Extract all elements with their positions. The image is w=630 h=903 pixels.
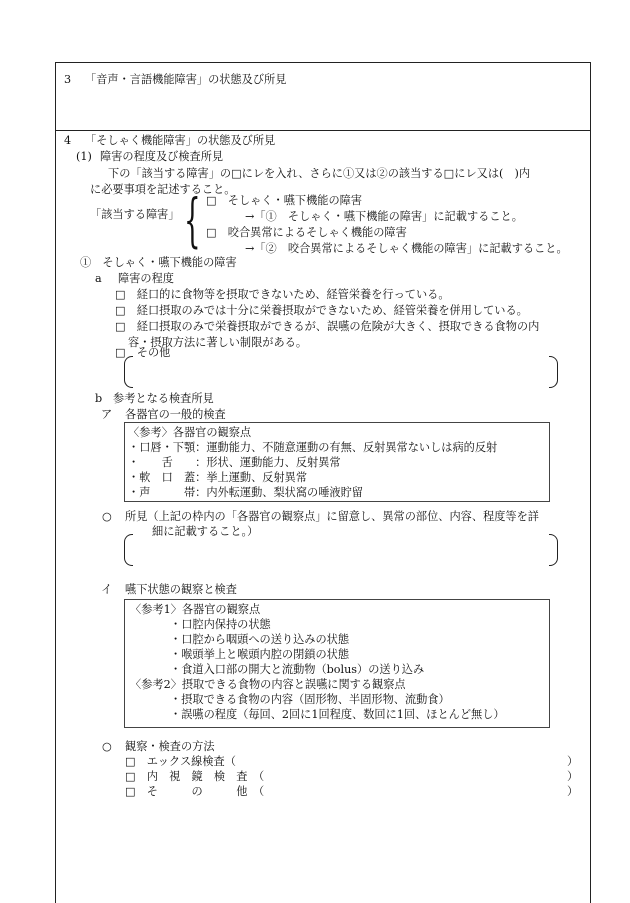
sub-1-number: (1) bbox=[76, 150, 92, 163]
ref-box-line-5: ・声 帯：内外転運動、梨状窩の唾液貯留 bbox=[128, 486, 363, 499]
instruction-line-1: 下の「該当する障害」の□にレを入れ、さらに①又は②の該当する□にレ又は( )内 bbox=[108, 167, 531, 180]
sub-a-title: 各器官の一般的検査 bbox=[125, 408, 226, 421]
severity-option-3[interactable]: □ 経口摂取のみで栄養摂取ができるが、誤嚥の危険が大きく、摂取できる食物の内 bbox=[115, 320, 540, 333]
sub-i-title: 嚥下状態の観察と検査 bbox=[125, 583, 237, 596]
ref2-line-1: 〈参考1〉各器官の観察点 bbox=[130, 603, 261, 616]
sub-a-kana: ア bbox=[101, 408, 113, 421]
method-endoscopy-close: ） bbox=[567, 770, 579, 783]
method-other-close: ） bbox=[567, 785, 579, 798]
section-3-title: 「音声・言語機能障害」の状態及び所見 bbox=[85, 73, 287, 86]
ref2-line-3: ・口腔から咽頭への送り込みの状態 bbox=[170, 633, 350, 646]
other-field-right-paren bbox=[549, 356, 558, 388]
ref2-line-4: ・喉頭挙上と喉頭内腔の閉鎖の状態 bbox=[170, 648, 350, 661]
item-a-title: 障害の程度 bbox=[118, 272, 174, 285]
instruction-line-2: に必要事項を記述すること。 bbox=[90, 183, 236, 196]
ref-box-line-4: ・軟 口 蓋：挙上運動、反射異常 bbox=[128, 471, 308, 484]
finding-instruction-1: 所見（上記の枠内の「各器官の観察点」に留意し、異常の部位、内容、程度等を詳 bbox=[125, 510, 539, 523]
item-b-label: b bbox=[95, 392, 103, 405]
method-xray-close: ） bbox=[567, 755, 579, 768]
frame-left-border bbox=[55, 62, 56, 903]
disorder-option-1-note: →「① そしゃく・嚥下機能の障害」に記載すること。 bbox=[245, 210, 523, 223]
finding-instruction-2: 細に記載すること。） bbox=[152, 525, 259, 538]
ref2-line-7: ・摂取できる食物の内容（固形物、半固形物、流動食） bbox=[170, 693, 450, 706]
applicable-disorder-label: 「該当する障害」 bbox=[90, 208, 180, 221]
other-field-left-paren bbox=[124, 356, 133, 388]
severity-option-3-cont: 容・摂取方法に著しい制限がある。 bbox=[128, 336, 308, 349]
method-title: 観察・検査の方法 bbox=[125, 740, 215, 753]
ref2-line-6: 〈参考2〉摂取できる食物の内容と誤嚥に関する観察点 bbox=[130, 678, 406, 691]
severity-option-1[interactable]: □ 経口的に食物等を摂取できないため、経管栄養を行っている。 bbox=[115, 288, 450, 301]
ref2-line-5: ・食道入口部の開大と流動物（bolus）の送り込み bbox=[170, 663, 425, 676]
finding-field-left-paren bbox=[124, 534, 133, 566]
item-a-label: a bbox=[95, 272, 102, 285]
section-divider bbox=[55, 130, 590, 131]
method-endoscopy[interactable]: □ 内 視 鏡 検 査 （ bbox=[125, 770, 265, 783]
frame-right-border bbox=[590, 62, 591, 903]
method-mark: ○ bbox=[102, 740, 112, 753]
disorder-option-2[interactable]: □ 咬合異常によるそしゃく機能の障害 bbox=[206, 226, 407, 239]
disorder-option-1[interactable]: □ そしゃく・嚥下機能の障害 bbox=[206, 194, 363, 207]
section-4-number: 4 bbox=[64, 134, 72, 147]
finding-field-right-paren bbox=[549, 534, 558, 566]
sub-i-kana: イ bbox=[101, 583, 113, 596]
item-b-title: 参考となる検査所見 bbox=[113, 392, 214, 405]
section-4-title: 「そしゃく機能障害」の状態及び所見 bbox=[85, 134, 276, 147]
curly-brace: { bbox=[184, 186, 201, 254]
severity-option-2[interactable]: □ 経口摂取のみでは十分に栄養摂取ができないため、経管栄養を併用している。 bbox=[115, 304, 528, 317]
ref-box-line-1: 〈参考〉各器官の観察点 bbox=[128, 426, 252, 439]
finding-mark: ○ bbox=[102, 510, 112, 523]
subsection-1-title: ① そしゃく・嚥下機能の障害 bbox=[80, 256, 237, 269]
ref2-line-8: ・誤嚥の程度（毎回、2回に1回程度、数回に1回、ほとんど無し） bbox=[170, 708, 505, 721]
method-other[interactable]: □ そ の 他 （ bbox=[125, 785, 265, 798]
frame-top-border bbox=[55, 62, 590, 63]
severity-option-other[interactable]: □ その他 bbox=[115, 346, 171, 359]
disorder-option-2-note: →「② 咬合異常によるそしゃく機能の障害」に記載すること。 bbox=[245, 242, 568, 255]
ref-box-line-2: ・口唇・下顎：運動能力、不随意運動の有無、反射異常ないしは病的反射 bbox=[128, 441, 498, 454]
ref2-line-2: ・口腔内保持の状態 bbox=[170, 618, 271, 631]
sub-1-title: 障害の程度及び検査所見 bbox=[100, 150, 224, 163]
section-3-number: 3 bbox=[64, 73, 72, 86]
ref-box-line-3: ・ 舌 ：形状、運動能力、反射異常 bbox=[128, 456, 341, 469]
method-xray[interactable]: □ エックス線検査（ bbox=[125, 755, 236, 768]
